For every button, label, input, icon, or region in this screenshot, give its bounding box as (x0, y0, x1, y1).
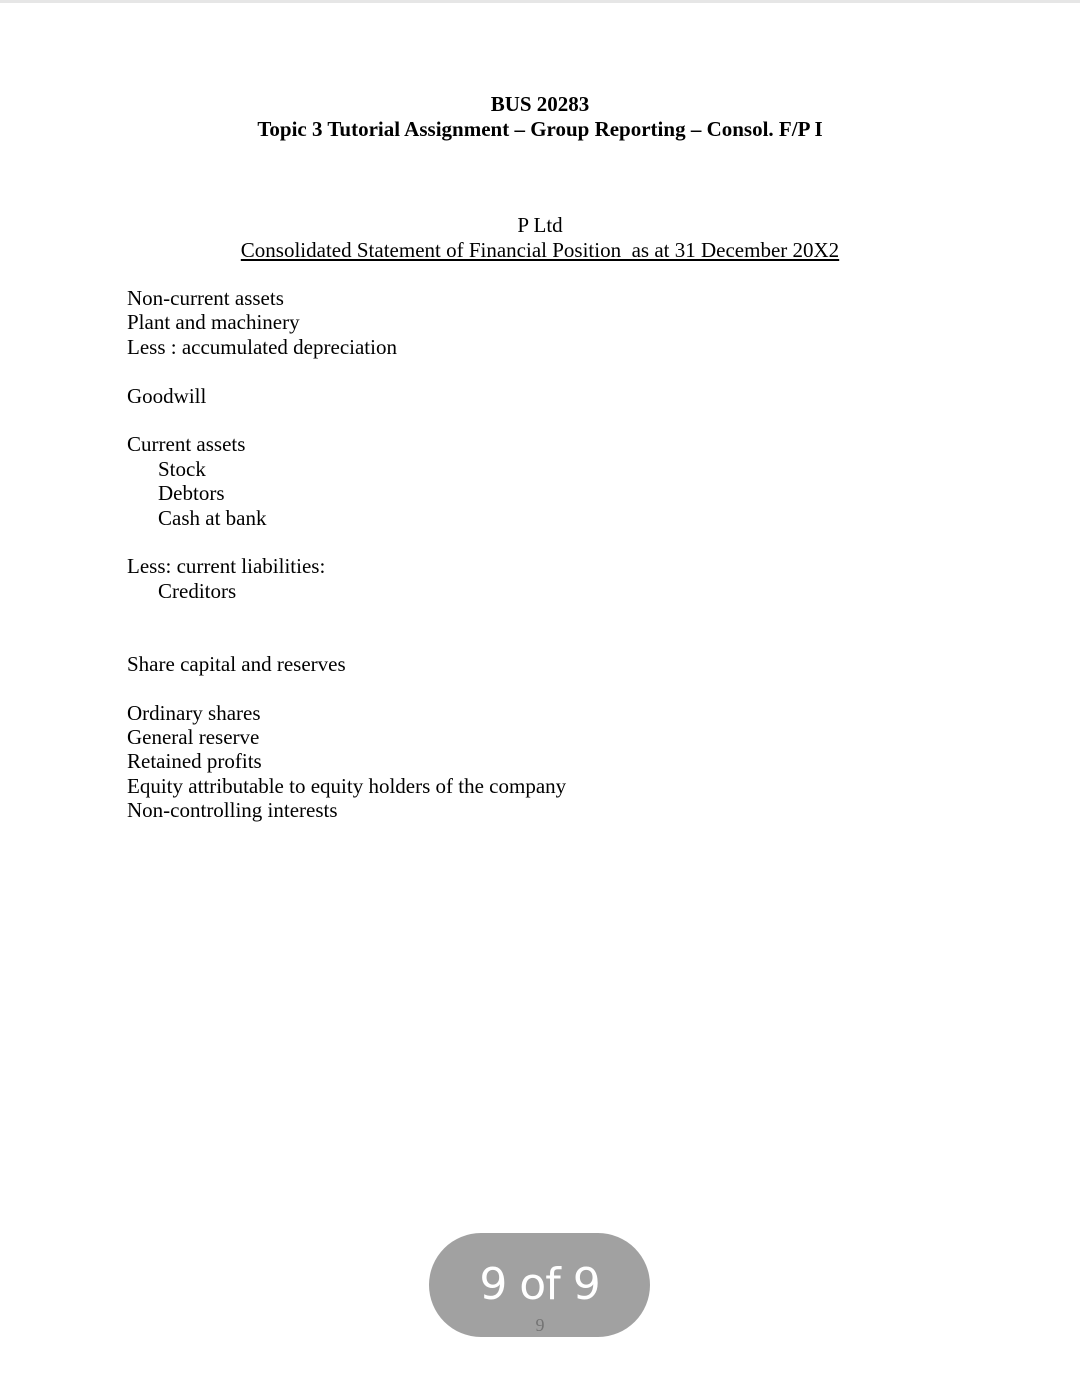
line-less-current-liabilities: Less: current liabilities: (127, 554, 326, 579)
line-general-reserve: General reserve (127, 725, 260, 750)
page-indicator-pill: 9 of 9 (429, 1233, 650, 1337)
spacer (127, 408, 927, 432)
spacer (127, 530, 927, 554)
statement-heading (0, 213, 1080, 262)
spacer (127, 676, 927, 700)
statement-title: Consolidated Statement of Financial Position as at 31 December 20X2 (240, 237, 840, 262)
statement-body (127, 286, 927, 823)
spacer (127, 359, 927, 383)
topic-title: Topic 3 Tutorial Assignment – Group Reporting – Consol. F/P I (257, 116, 823, 141)
line-cash-at-bank: Cash at bank (158, 505, 267, 530)
line-equity-attributable: Equity attributable to equity holders of the company (127, 773, 567, 798)
course-code: BUS 20283 (490, 92, 590, 116)
line-less-accumulated-depreciation: Less : accumulated depreciation (127, 334, 397, 359)
line-goodwill: Goodwill (127, 383, 207, 408)
line-non-controlling-interests: Non-controlling interests (127, 798, 338, 823)
line-share-capital-and-reserves: Share capital and reserves (127, 651, 346, 676)
line-current-assets: Current assets (127, 432, 246, 457)
line-non-current-assets: Non-current assets (127, 286, 284, 310)
line-plant-and-machinery: Plant and machinery (127, 310, 300, 335)
company-name: P Ltd (517, 213, 563, 237)
top-border (0, 0, 1080, 3)
line-debtors: Debtors (158, 481, 225, 506)
line-ordinary-shares: Ordinary shares (127, 700, 261, 725)
document-header (0, 92, 1080, 141)
line-stock: Stock (158, 456, 206, 481)
line-creditors: Creditors (158, 578, 237, 603)
spacer (127, 603, 927, 652)
line-retained-profits: Retained profits (127, 749, 262, 774)
